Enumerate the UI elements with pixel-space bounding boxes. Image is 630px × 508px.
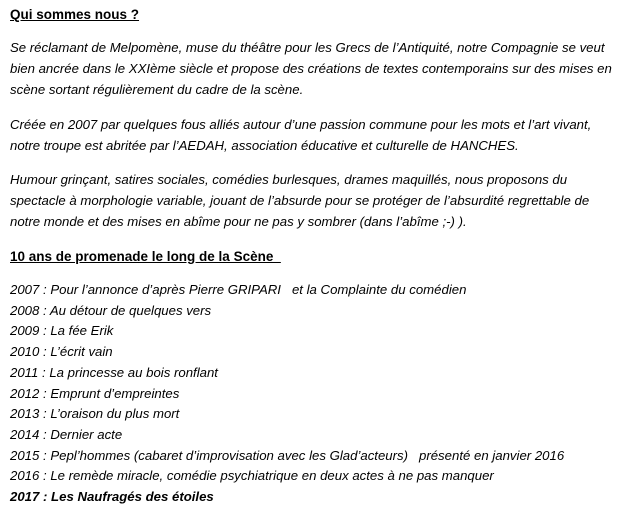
- list-item: 2009 : La fée Erik: [10, 323, 114, 339]
- list-item: 2007 : Pour l’annonce d’après Pierre GRIPARI et la Complainte du comédien: [10, 282, 467, 297]
- list-item: 2014 : Dernier acte: [10, 426, 123, 442]
- style-paragraph: [10, 169, 622, 232]
- list-item-latest: 2017 : Les Naufragés des étoiles: [10, 489, 214, 505]
- founding-paragraph: [10, 114, 622, 156]
- productions-list: [10, 280, 622, 508]
- list-item: 2012 : Emprunt d’empreintes: [10, 385, 180, 401]
- about-heading: Qui sommes nous ?: [10, 7, 140, 22]
- paragraph-line: Se réclamant de Melpomène, muse du théâtre pour les Grecs de l’Antiquité, notre Compagnie se veut: [10, 40, 605, 55]
- paragraph-line: spectacle à morphologie variable, jouant de l’absurde pour se protéger de l’absurdité regrettable de: [10, 193, 590, 208]
- paragraph-line: Humour grinçant, satires sociales, comédies burlesques, drames maquillés, nous proposons du: [10, 172, 568, 187]
- list-item: 2015 : Pepl’hommes (cabaret d’improvisation avec les Glad’acteurs) présenté en janvier 2016: [10, 447, 565, 463]
- list-item: 2016 : Le remède miracle, comédie psychiatrique en deux actes à ne pas manquer: [10, 468, 494, 484]
- list-item: 2013 : L’oraison du plus mort: [10, 406, 180, 422]
- paragraph-line: Créée en 2007 par quelques fous alliés autour d’une passion commune pour les mots et l’art vivant,: [10, 117, 592, 132]
- paragraph-line: bien ancrée dans le XXIème siècle et propose des créations de textes contemporains sur des mises en: [10, 61, 612, 76]
- paragraph-line: scène sortant régulièrement du cadre de la scène.: [10, 82, 304, 97]
- paragraph-line: notre monde et des mises en abîme pour ne pas y sombrer (dans l’abîme ;-) ).: [10, 214, 467, 229]
- list-item: 2010 : L’écrit vain: [10, 344, 113, 360]
- history-heading: 10 ans de promenade le long de la Scène: [10, 249, 281, 264]
- list-item: 2008 : Au détour de quelques vers: [10, 302, 212, 318]
- list-item: 2011 : La princesse au bois ronflant: [10, 364, 218, 380]
- paragraph-line: notre troupe est abritée par l’AEDAH, association éducative et culturelle de HANCHES.: [10, 138, 519, 153]
- intro-paragraph: [10, 37, 622, 100]
